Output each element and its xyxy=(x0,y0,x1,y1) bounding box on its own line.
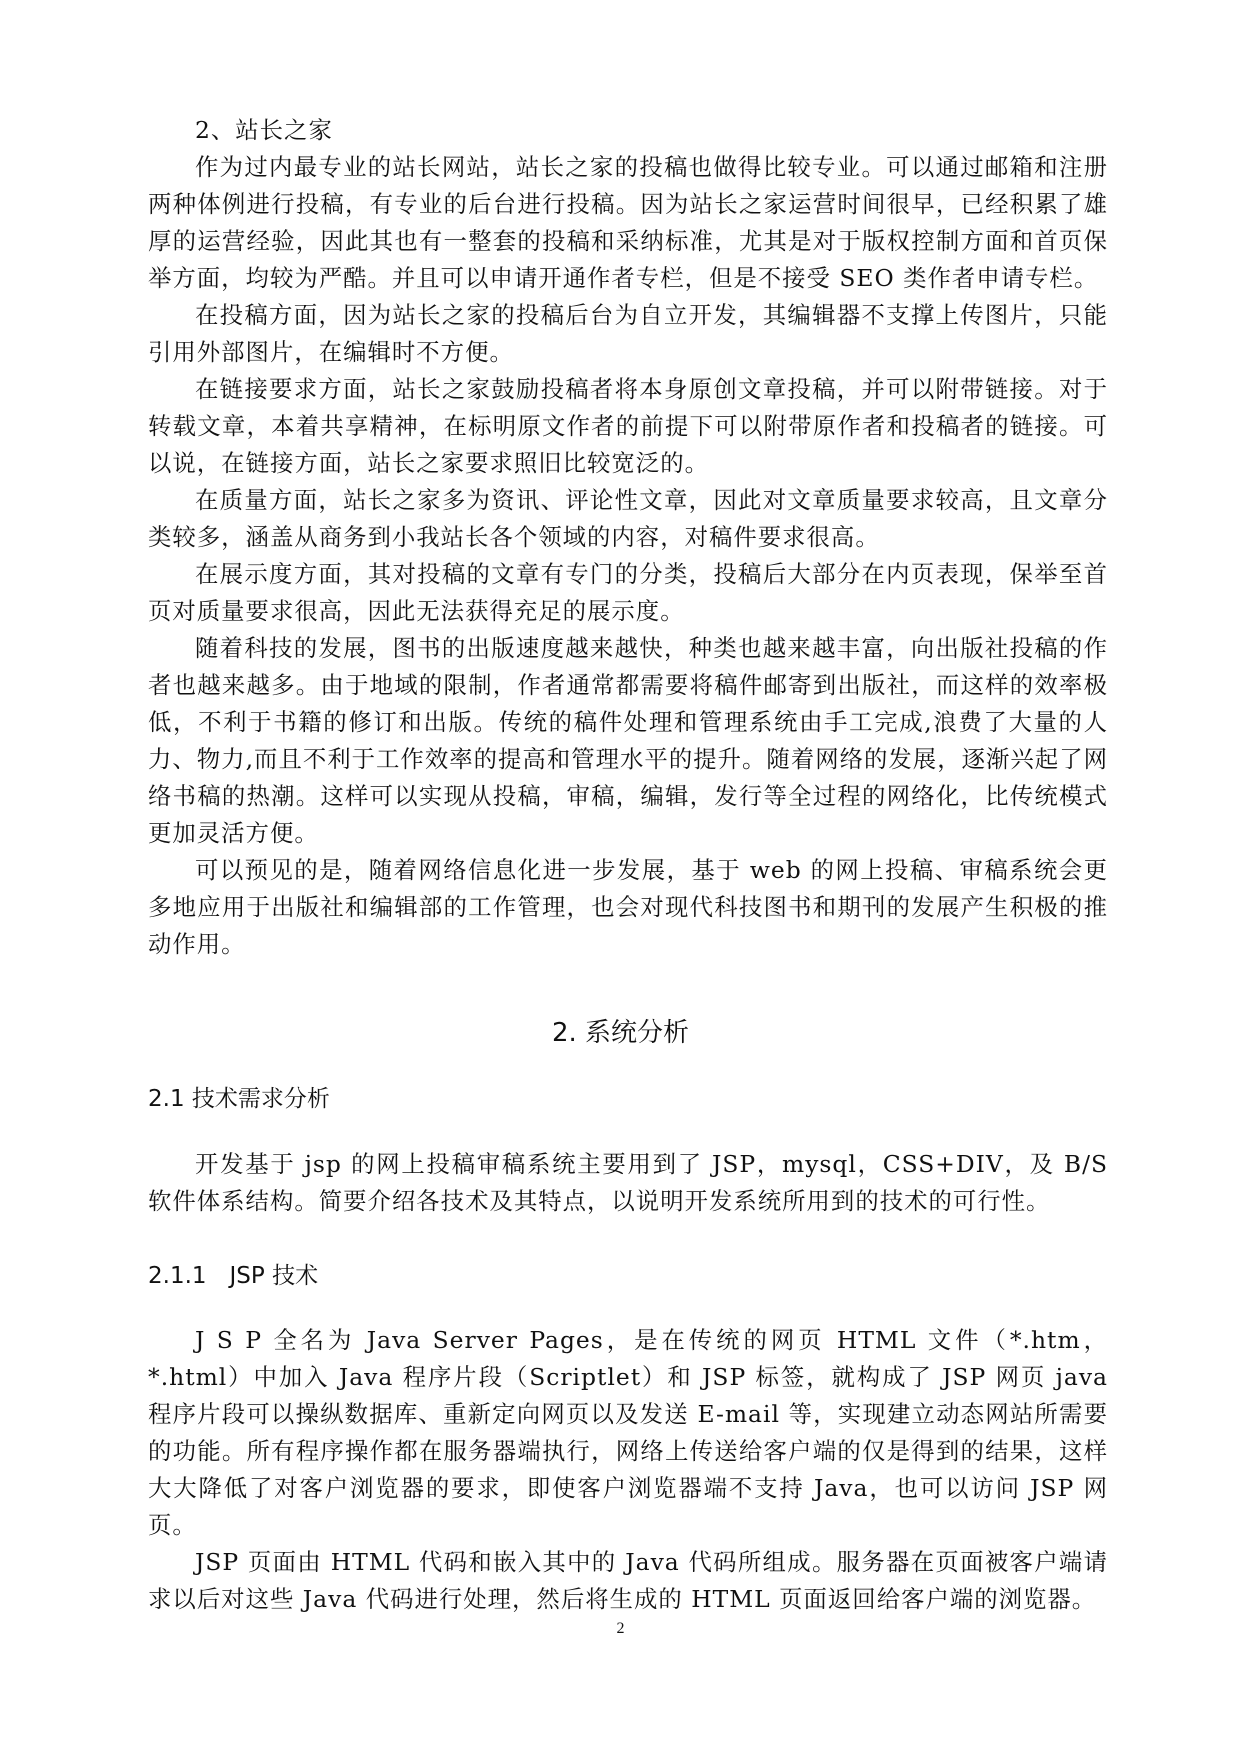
section-heading-2-1-1: 2.1.1 JSP 技术 xyxy=(148,1263,319,1289)
paragraph: JSP 页面由 HTML 代码和嵌入其中的 Java 代码所组成。服务器在页面被客户端请求以后对这些 Java 代码进行处理，然后将生成的 HTML 页面返回给客户端的浏览器。 xyxy=(148,1548,1108,1613)
page-number: 2 xyxy=(616,1620,625,1637)
section-heading-2-1: 2.1 技术需求分析 xyxy=(148,1086,330,1112)
section-2-1-1-body xyxy=(148,1322,1108,1618)
paragraph: 开发基于 jsp 的网上投稿审稿系统主要用到了 JSP，mysql，CSS+DIV，及 B/S 软件体系结构。简要介绍各技术及其特点，以说明开发系统所用到的技术的可行性。 xyxy=(148,1150,1108,1215)
chapter-title: 2. 系统分析 xyxy=(551,1018,690,1048)
paragraph: 在质量方面，站长之家多为资讯、评论性文章，因此对文章质量要求较高，且文章分类较多，涵盖从商务到小我站长各个领域的内容，对稿件要求很高。 xyxy=(148,486,1108,551)
paragraph: 随着科技的发展，图书的出版速度越来越快，种类也越来越丰富，向出版社投稿的作者也越来越多。由于地域的限制，作者通常都需要将稿件邮寄到出版社，而这样的效率极低，不利于书籍的修订和出版。传统的稿件处理和管理系统由手工完成,浪费了大量的人力、物力,而且不利于工作效率的提高和管理水平的提升。随着网络的发展，逐渐兴起了网络书稿的热潮。这样可以实现从投稿，审稿，编辑，发行等全过程的网络化，比传统模式更加灵活方便。 xyxy=(148,634,1108,847)
subsection-heading: 2、站长之家 xyxy=(195,116,333,144)
section-2-1-body xyxy=(148,1146,1108,1220)
paragraph: 在链接要求方面，站长之家鼓励投稿者将本身原创文章投稿，并可以附带链接。对于转载文章，本着共享精神，在标明原文作者的前提下可以附带原作者和投稿者的链接。可以说，在链接方面，站长之家要求照旧比较宽泛的。 xyxy=(148,375,1108,477)
paragraph: 在展示度方面，其对投稿的文章有专门的分类，投稿后大部分在内页表现，保举至首页对质量要求很高，因此无法获得充足的展示度。 xyxy=(148,560,1108,625)
paragraph: 在投稿方面，因为站长之家的投稿后台为自立开发，其编辑器不支撑上传图片，只能引用外部图片，在编辑时不方便。 xyxy=(148,301,1108,366)
paragraph: J S P 全名为 Java Server Pages，是在传统的网页 HTML 文件（*.htm，*.html）中加入 Java 程序片段（Scriptlet）和 JSP 标签，就构成了 JSP 网页 java 程序片段可以操纵数据库、重新定向网页以及发送 E-mail 等，实现建立动态网站所需要的功能。所有程序操作都在服务器端执行，网络上传送给客户端的仅是得到的结果，这样大大降低了对客户浏览器的要求，即使客户浏览器端不支持 Java，也可以访问 JSP 网页。 xyxy=(148,1326,1108,1539)
paragraph: 可以预见的是，随着网络信息化进一步发展，基于 web 的网上投稿、审稿系统会更多地应用于出版社和编辑部的工作管理，也会对现代科技图书和期刊的发展产生积极的推动作用。 xyxy=(148,856,1108,958)
top-text-block xyxy=(148,112,1108,963)
paragraph: 作为过内最专业的站长网站，站长之家的投稿也做得比较专业。可以通过邮箱和注册两种体例进行投稿，有专业的后台进行投稿。因为站长之家运营时间很早，已经积累了雄厚的运营经验，因此其也有一整套的投稿和采纳标准，尤其是对于版权控制方面和首页保举方面，均较为严酷。并且可以申请开通作者专栏，但是不接受 SEO 类作者申请专栏。 xyxy=(148,153,1108,292)
